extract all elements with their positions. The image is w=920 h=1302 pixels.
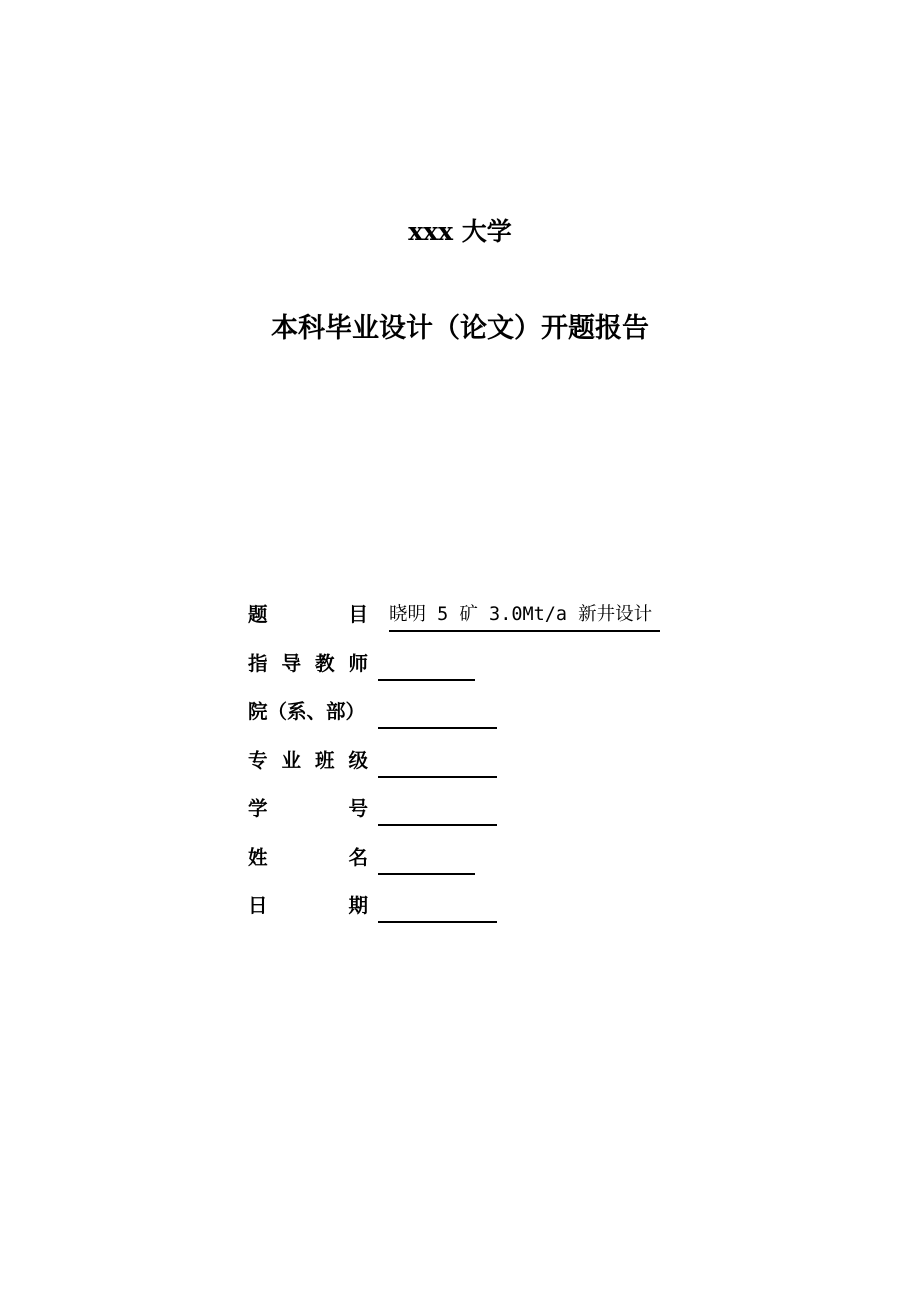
major-class-label-char: 级 bbox=[348, 748, 368, 772]
major-class-label bbox=[248, 744, 368, 778]
cover-form bbox=[248, 598, 808, 938]
department-label-text: 院（系、部） bbox=[248, 700, 366, 723]
student-id-label bbox=[248, 792, 368, 826]
student-id-label-char: 号 bbox=[348, 797, 368, 820]
advisor-field[interactable] bbox=[378, 647, 475, 681]
topic-label-char: 目 bbox=[348, 603, 368, 626]
major-class-label-char: 业 bbox=[281, 748, 301, 772]
report-title: 本科毕业设计（论文）开题报告 bbox=[271, 313, 649, 344]
date-label-char: 日 bbox=[248, 894, 268, 917]
advisor-label-char: 师 bbox=[348, 651, 368, 675]
topic-value[interactable]: 晓明 5 矿 3.0Mt/a 新井设计 bbox=[389, 598, 660, 632]
major-class-field[interactable] bbox=[378, 744, 497, 778]
student-id-label-char: 学 bbox=[248, 797, 268, 820]
student-id-field[interactable] bbox=[378, 792, 497, 826]
form-row-department bbox=[248, 695, 808, 744]
university-title: xxx 大学 bbox=[408, 217, 512, 246]
topic-label bbox=[248, 598, 368, 632]
major-class-label-char: 班 bbox=[314, 748, 335, 772]
name-label-char: 名 bbox=[348, 845, 368, 869]
form-row-student-id bbox=[248, 792, 808, 841]
date-field[interactable] bbox=[378, 889, 497, 923]
date-label bbox=[248, 889, 368, 923]
form-row-advisor bbox=[248, 647, 808, 696]
advisor-label-char: 导 bbox=[281, 651, 301, 675]
advisor-label bbox=[248, 647, 368, 681]
form-row-topic bbox=[248, 598, 808, 647]
date-label-char: 期 bbox=[348, 894, 368, 917]
name-label-char: 姓 bbox=[248, 845, 268, 869]
advisor-label-char: 教 bbox=[314, 651, 335, 675]
name-field[interactable] bbox=[378, 841, 475, 875]
department-label bbox=[248, 695, 368, 729]
advisor-label-char: 指 bbox=[248, 651, 268, 675]
major-class-label-char: 专 bbox=[248, 748, 268, 772]
form-row-major-class bbox=[248, 744, 808, 793]
form-row-date bbox=[248, 889, 808, 938]
name-label bbox=[248, 841, 368, 875]
form-row-name bbox=[248, 841, 808, 890]
topic-label-char: 题 bbox=[248, 603, 268, 626]
department-field[interactable] bbox=[378, 695, 497, 729]
